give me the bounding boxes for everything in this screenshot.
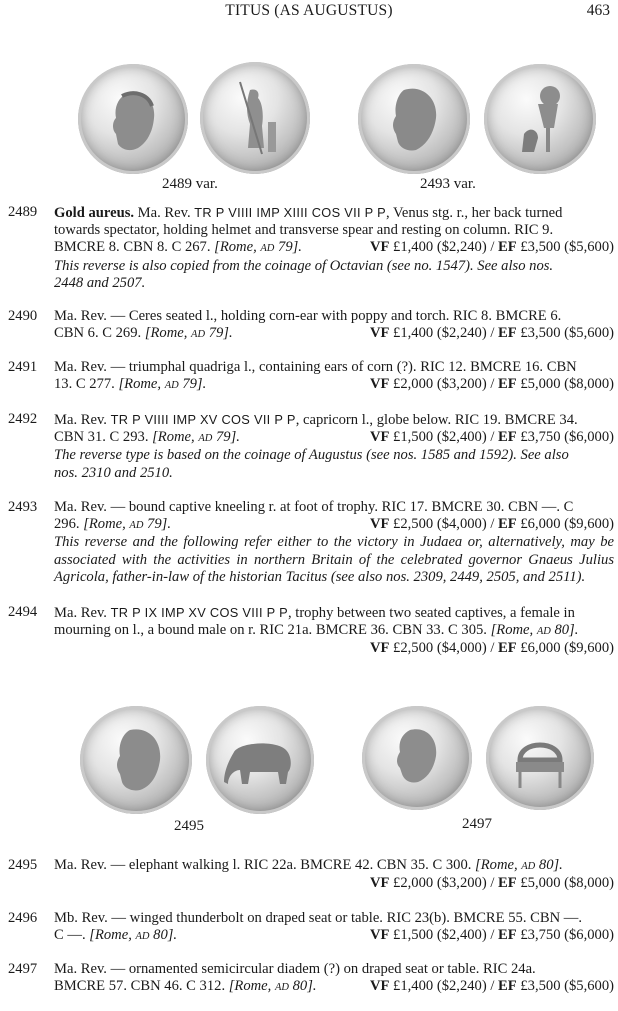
- text: 79].: [274, 239, 302, 256]
- references-and-price: [54, 429, 614, 447]
- text: 80].: [288, 978, 317, 995]
- text: [Rome,: [144, 325, 192, 342]
- text: AD: [198, 433, 213, 445]
- coin-2497-reverse-image: [486, 706, 594, 810]
- entry-number: 2497: [8, 961, 38, 977]
- text: [Rome,: [475, 857, 522, 873]
- entry-note: associated with the activities in northern Britain of the celebrated governor Gnaeus Julius: [54, 551, 614, 568]
- entry-description: towards spectator, holding helmet and transverse spear and resting on column. RIC 9.: [54, 222, 554, 239]
- plate-caption: 2489 var.: [162, 176, 218, 192]
- grade-vf: VF: [369, 429, 390, 446]
- text: AD: [274, 982, 289, 994]
- mint-date: [214, 239, 302, 255]
- references-and-price: [54, 376, 614, 394]
- references: [54, 622, 614, 640]
- references-and-price: [54, 978, 614, 996]
- price-ef: £3,500 ($5,600): [516, 325, 614, 342]
- text: AD: [135, 931, 150, 943]
- metal-denomination: Gold aureus.: [54, 205, 135, 221]
- text: mourning on l., a bound male on r. RIC 21a. BMCRE 36. CBN 33. C 305.: [54, 622, 491, 639]
- grade-vf: VF: [369, 376, 390, 393]
- grade-ef: EF: [498, 429, 517, 446]
- mint-date: [145, 325, 233, 341]
- mint-date: [152, 429, 240, 445]
- text: AD: [129, 520, 144, 532]
- references: BMCRE 57. CBN 46. C 312.: [54, 978, 229, 995]
- coin-2495-reverse-image: [206, 706, 314, 814]
- price: [54, 640, 614, 657]
- text: 79].: [212, 429, 240, 446]
- coin-2495-obverse-image: [80, 706, 192, 814]
- text: [Rome,: [490, 622, 537, 639]
- text: [Rome,: [152, 429, 199, 446]
- grade-vf: VF: [369, 875, 390, 892]
- coin-legend: TR P VIIII IMP XIIII COS VII P P: [194, 205, 386, 220]
- text: [Rome,: [118, 376, 165, 393]
- references: CBN 6. C 269.: [54, 325, 145, 342]
- mint-date: [475, 857, 563, 873]
- price-vf: £2,000 ($3,200) /: [389, 875, 499, 892]
- grade-ef: EF: [498, 516, 517, 533]
- text: AD: [260, 243, 275, 255]
- entry-note: The reverse type is based on the coinage of Augustus (see nos. 1585 and 1592). See also: [54, 447, 569, 464]
- text: , Venus stg. r., her back turned: [385, 205, 563, 221]
- entry-number: 2496: [8, 910, 38, 926]
- price-vf: £1,500 ($2,400) /: [389, 429, 499, 446]
- entry-note: nos. 2310 and 2510.: [54, 464, 173, 481]
- mint-date: [229, 978, 317, 994]
- coin-2493-reverse-image: [484, 64, 596, 174]
- references: 296.: [54, 516, 84, 533]
- references: BMCRE 8. CBN 8. C 267.: [54, 239, 215, 256]
- price: [370, 516, 614, 533]
- entry-note: This reverse is also copied from the coinage of Octavian (see no. 1547). See also nos.: [54, 257, 554, 274]
- price-vf: £2,500 ($4,000) /: [389, 640, 499, 657]
- page-number: 463: [586, 2, 610, 19]
- mint-date: [83, 516, 171, 532]
- text: , trophy between two seated captives, a female in: [287, 605, 575, 621]
- entry-description: [54, 857, 614, 875]
- text: 79].: [205, 325, 233, 342]
- references: 13. C 277.: [54, 376, 119, 393]
- entry-number: 2494: [8, 604, 38, 620]
- references-and-price: [54, 325, 614, 343]
- grade-ef: EF: [498, 239, 517, 256]
- text: [Rome,: [89, 927, 136, 944]
- text: [Rome,: [214, 239, 261, 256]
- text: Ma. Rev.: [134, 205, 195, 221]
- entry-description: [54, 204, 614, 222]
- grade-ef: EF: [498, 875, 517, 892]
- coin-2489-reverse-image: [200, 62, 310, 174]
- plate-caption: 2495: [174, 818, 204, 834]
- grade-ef: EF: [498, 325, 517, 342]
- text: 79].: [143, 516, 171, 533]
- entry-note: Agricola, father-in-law of the historian Tacitus (see also nos. 2309, 2449, 2505, and 2511).: [54, 568, 586, 585]
- entry-description: Ma. Rev. — triumphal quadriga l., containing ears of corn (?). RIC 12. BMCRE 16. CBN: [54, 359, 577, 375]
- price: [54, 875, 614, 892]
- price: [370, 927, 614, 944]
- plate-caption: 2493 var.: [420, 176, 476, 192]
- mint-date: [89, 927, 177, 943]
- price: [370, 429, 614, 446]
- grade-vf: VF: [369, 927, 390, 944]
- price-ef: £3,500 ($5,600): [516, 978, 614, 995]
- price: [370, 978, 614, 995]
- entry-note: This reverse and the following refer either to the victory in Judaea or, alternatively, may be: [54, 534, 614, 551]
- grade-vf: VF: [369, 640, 390, 657]
- price: [370, 325, 614, 342]
- price-ef: £3,750 ($6,000): [516, 927, 614, 944]
- text: Ma. Rev.: [54, 605, 111, 621]
- price-vf: £1,400 ($2,240) /: [389, 978, 499, 995]
- grade-ef: EF: [498, 927, 517, 944]
- entry-description: Ma. Rev. — bound captive kneeling r. at foot of trophy. RIC 17. BMCRE 30. CBN —. C: [54, 499, 574, 515]
- entry-number: 2492: [8, 411, 38, 427]
- text: [Rome,: [83, 516, 130, 533]
- entry-number: 2495: [8, 857, 38, 873]
- grade-vf: VF: [369, 325, 390, 342]
- references: C —.: [54, 927, 90, 944]
- price-vf: £1,500 ($2,400) /: [389, 927, 499, 944]
- mint-date: [491, 622, 579, 638]
- entry-number: 2493: [8, 499, 38, 515]
- grade-ef: EF: [498, 978, 517, 995]
- price-ef: £5,000 ($8,000): [516, 875, 614, 892]
- price-ef: £5,000 ($8,000): [516, 376, 614, 393]
- price-vf: £1,400 ($2,240) /: [389, 239, 499, 256]
- price-vf: £1,400 ($2,240) /: [389, 325, 499, 342]
- entry-number: 2490: [8, 308, 38, 324]
- entry-description: Ma. Rev. — ornamented semicircular diadem (?) on draped seat or table. RIC 24a.: [54, 961, 536, 977]
- entry-description: [54, 604, 614, 622]
- price-ef: £3,750 ($6,000): [516, 429, 614, 446]
- running-header: [0, 2, 618, 22]
- price-vf: £2,000 ($3,200) /: [389, 376, 499, 393]
- text: , capricorn l., globe below. RIC 19. BMCRE 34.: [295, 412, 578, 428]
- coin-legend: TR P IX IMP XV COS VIII P P: [110, 605, 288, 620]
- entry-description: Ma. Rev. — Ceres seated l., holding corn-ear with poppy and torch. RIC 8. BMCRE 6.: [54, 308, 562, 324]
- page-title: TITUS (AS AUGUSTUS): [225, 2, 393, 19]
- entry-description: Mb. Rev. — winged thunderbolt on draped seat or table. RIC 23(b). BMCRE 55. CBN —.: [54, 910, 583, 926]
- text: AD: [536, 626, 551, 638]
- text: Ma. Rev.: [54, 412, 111, 428]
- text: [Rome,: [228, 978, 275, 995]
- coin-2493-obverse-image: [358, 64, 470, 174]
- entry-number: 2491: [8, 359, 38, 375]
- coin-legend: TR P VIIII IMP XV COS VII P P: [110, 412, 296, 427]
- references-and-price: [54, 927, 614, 945]
- price-ef: £6,000 ($9,600): [516, 640, 614, 657]
- text: AD: [521, 861, 536, 872]
- price-vf: £2,500 ($4,000) /: [389, 516, 499, 533]
- references-and-price: [54, 239, 614, 257]
- entry-note: 2448 and 2507.: [54, 274, 146, 291]
- references: CBN 31. C 293.: [54, 429, 153, 446]
- grade-vf: VF: [369, 978, 390, 995]
- text: AD: [164, 380, 179, 392]
- text: Ma. Rev. — elephant walking l. RIC 22a. BMCRE 42. CBN 35. C 300.: [54, 857, 476, 873]
- price: [370, 376, 614, 393]
- entry-number: 2489: [8, 204, 38, 220]
- plate-caption: 2497: [462, 816, 492, 832]
- grade-vf: VF: [369, 239, 390, 256]
- references-and-price: [54, 516, 614, 534]
- coin-2489-obverse-image: [78, 64, 188, 174]
- mint-date: [118, 376, 206, 392]
- text: 80].: [149, 927, 178, 944]
- entry-description: [54, 411, 614, 429]
- text: 80].: [550, 622, 579, 639]
- grade-ef: EF: [498, 640, 517, 657]
- coin-2497-obverse-image: [362, 706, 472, 810]
- text: AD: [191, 329, 206, 341]
- price-ef: £6,000 ($9,600): [516, 516, 614, 533]
- grade-vf: VF: [369, 516, 390, 533]
- price: [370, 239, 614, 256]
- price-ef: £3,500 ($5,600): [516, 239, 614, 256]
- text: 80].: [535, 857, 563, 873]
- text: 79].: [178, 376, 207, 393]
- grade-ef: EF: [498, 376, 517, 393]
